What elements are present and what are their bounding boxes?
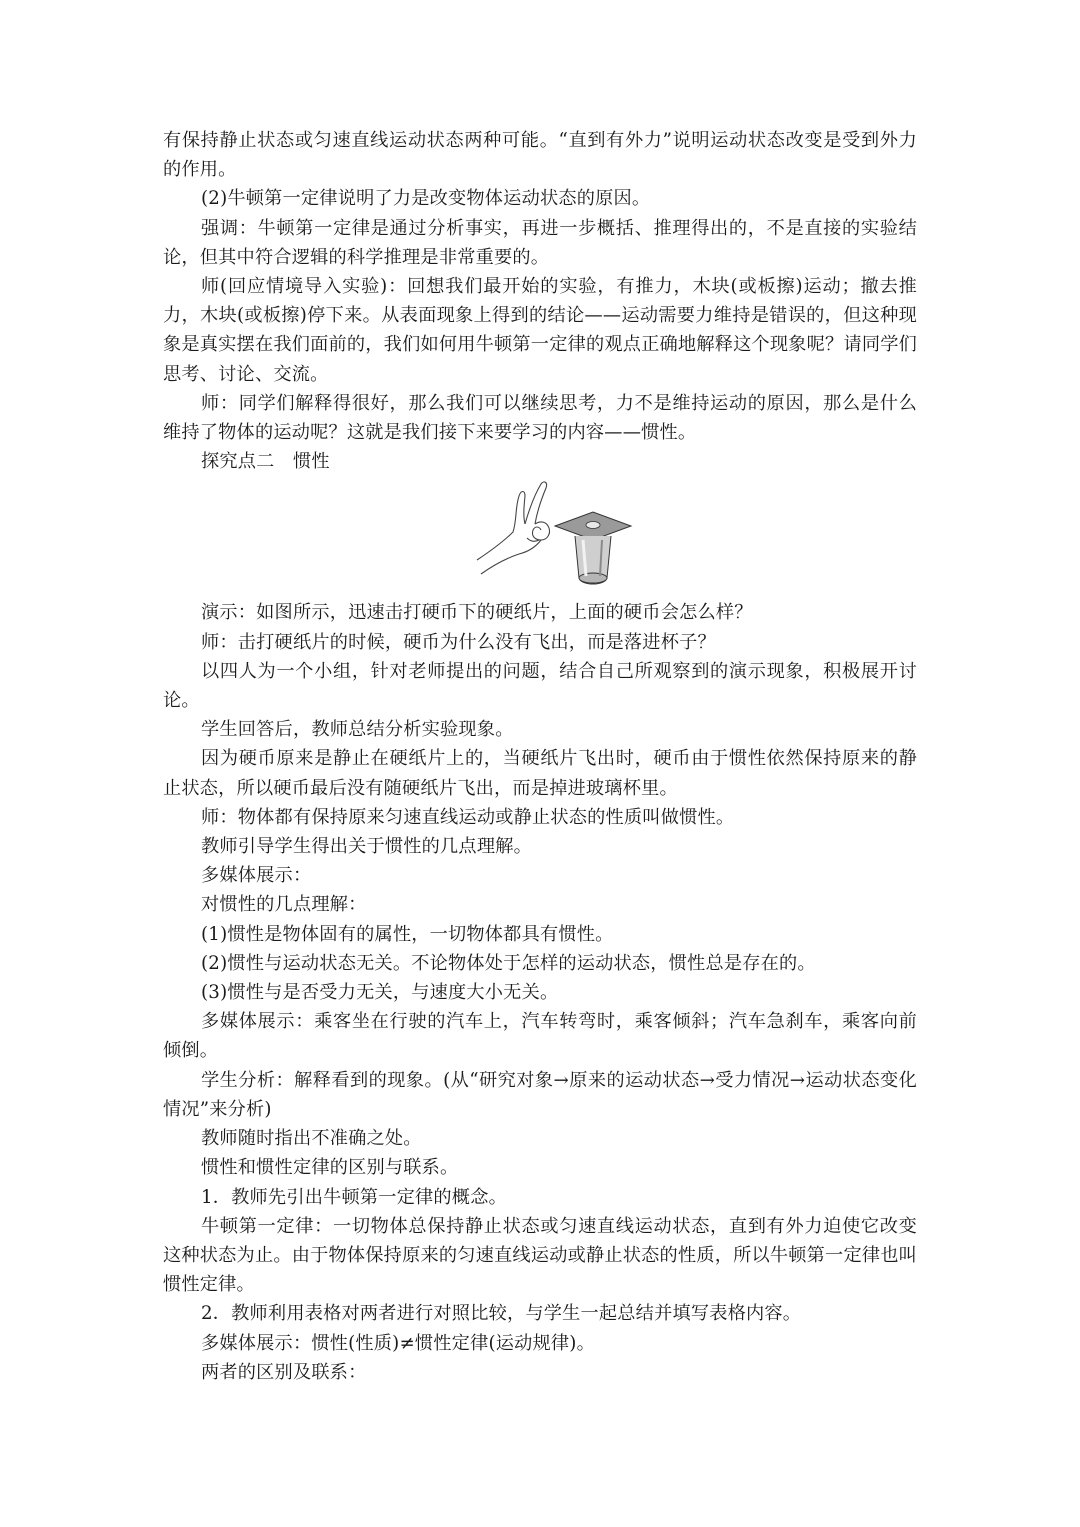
- paragraph-1: 有保持静止状态或匀速直线运动状态两种可能。“直到有外力”说明运动状态改变是受到外力的作用。: [163, 130, 917, 181]
- paragraph-26: 多媒体展示：惯性(性质)≠惯性定律(运动规律)。: [201, 1332, 595, 1354]
- paragraph-4: 师(回应情境导入实验)：回想我们最开始的实验，有推力，木块(或板擦)运动；撤去推力，木块(或板擦)停下来。从表面现象上得到的结论——运动需要力维持是错误的，但这种现象是真实摆在我们面前的，我们如何用牛顿第一定律的观点正确地解释这个现象呢？请同学们思考、讨论、交流。: [163, 276, 917, 385]
- paragraph-15: 对惯性的几点理解：: [201, 894, 367, 916]
- paragraph-18: (3)惯性与是否受力无关，与速度大小无关。: [201, 982, 559, 1004]
- paragraph-8: 师：击打硬纸片的时候，硬币为什么没有飞出，而是落进杯子？: [201, 631, 716, 653]
- paragraph-19: 多媒体展示：乘客坐在行驶的汽车上，汽车转弯时，乘客倾斜；汽车急刹车，乘客向前倾倒。: [163, 1011, 917, 1062]
- paragraph-24: 牛顿第一定律：一切物体总保持静止状态或匀速直线运动状态，直到有外力迫使它改变这种状态为止。由于物体保持原来的匀速直线运动或静止状态的性质，所以牛顿第一定律也叫惯性定律。: [163, 1215, 917, 1296]
- paragraph-20: 学生分析：解释看到的现象。(从“研究对象→原来的运动状态→受力情况→运动状态变化情况”来分析): [163, 1069, 917, 1120]
- paragraph-23: 1．教师先引出牛顿第一定律的概念。: [201, 1186, 507, 1208]
- section-heading-inertia: 探究点二 惯性: [201, 451, 330, 473]
- paragraph-10: 学生回答后，教师总结分析实验现象。: [201, 719, 514, 741]
- paragraph-11: 因为硬币原来是静止在硬纸片上的，当硬纸片飞出时，硬币由于惯性依然保持原来的静止状态，所以硬币最后没有随硬纸片飞出，而是掉进玻璃杯里。: [163, 748, 917, 799]
- paragraph-5: 师：同学们解释得很好，那么我们可以继续思考，力不是维持运动的原因，那么是什么维持了物体的运动呢？这就是我们接下来要学习的内容——惯性。: [163, 392, 917, 444]
- paragraph-2: (2)牛顿第一定律说明了力是改变物体运动状态的原因。: [201, 188, 651, 210]
- paragraph-17: (2)惯性与运动状态无关。不论物体处于怎样的运动状态，惯性总是存在的。: [201, 952, 816, 974]
- paragraph-22: 惯性和惯性定律的区别与联系。: [201, 1157, 459, 1179]
- paragraph-27: 两者的区别及联系：: [201, 1361, 367, 1383]
- paragraph-25: 2．教师利用表格对两者进行对照比较，与学生一起总结并填写表格内容。: [201, 1303, 802, 1325]
- cup-icon: [555, 512, 631, 584]
- coin-flick-figure: [163, 480, 917, 596]
- document-body: [163, 126, 917, 1387]
- paragraph-16: (1)惯性是物体固有的属性，一切物体都具有惯性。: [201, 923, 614, 945]
- paragraph-14: 多媒体展示：: [201, 865, 312, 887]
- paragraph-21: 教师随时指出不准确之处。: [201, 1128, 422, 1150]
- paragraph-3: 强调：牛顿第一定律是通过分析事实，再进一步概括、推理得出的，不是直接的实验结论，但其中符合逻辑的科学推理是非常重要的。: [163, 217, 917, 268]
- paragraph-12: 师：物体都有保持原来匀速直线运动或静止状态的性质叫做惯性。: [201, 806, 735, 828]
- paragraph-13: 教师引导学生得出关于惯性的几点理解。: [201, 836, 532, 858]
- hand-icon: [477, 482, 550, 574]
- paragraph-7: 演示：如图所示，迅速击打硬币下的硬纸片，上面的硬币会怎么样？: [201, 602, 753, 624]
- hand-and-cup-illustration: [475, 480, 635, 592]
- paragraph-9: 以四人为一个小组，针对老师提出的问题，结合自己所观察到的演示现象，积极展开讨论。: [163, 660, 917, 712]
